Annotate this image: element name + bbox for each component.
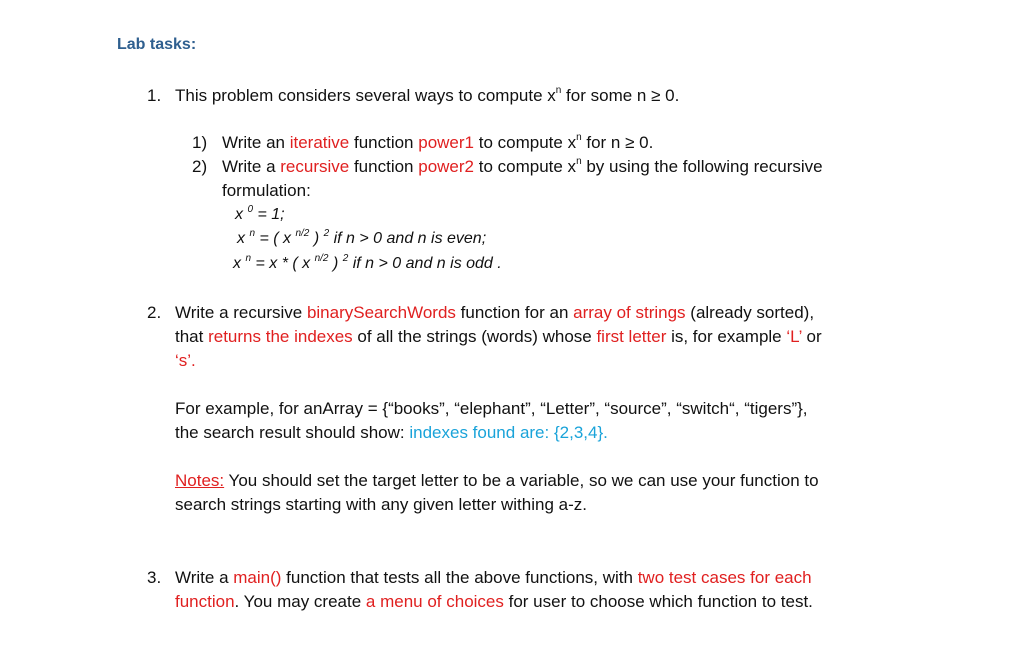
item-3-number: 3.: [147, 568, 162, 587]
subitem-2-continuation: formulation:: [222, 181, 311, 200]
example-array: For example, for anArray = {“books”, “elephant”, “Letter”, “source”, “switch“, “tigers”},: [175, 399, 808, 418]
subitem-1-text: Write an iterative function power1 to compute $x^n$ for n ≥ 0.: [222, 132, 654, 152]
item-3-line-2: function. You may create a menu of choices for user to choose which function to test.: [175, 592, 813, 611]
item-1-intro: This problem considers several ways to compute $x^n$ for some n ≥ 0.: [175, 85, 680, 105]
item-2-number: 2.: [147, 303, 162, 322]
formula-base-case: x $^0$ = 1;: [235, 203, 285, 223]
subitem-1-number: 1): [192, 133, 208, 152]
page-heading: Lab tasks:: [117, 36, 197, 53]
formula-even-case: x $^n$ = ( x $^{n/2}$ ) $^2$ if n > 0 and n is even;: [237, 227, 487, 247]
formula-odd-case: x $^n$ = x * ( x $^{n/2}$ ) $^2$ if n > 0 and n is odd .: [233, 252, 502, 272]
example-result: the search result should show: indexes found are: {2,3,4}.: [175, 423, 608, 442]
item-2-line-3: ‘s’.: [175, 351, 196, 370]
item-3-line-1: Write a main() function that tests all the above functions, with two test cases for each: [175, 568, 812, 587]
item-2-line-1: Write a recursive binarySearchWords function for an array of strings (already sorted),: [175, 303, 815, 322]
notes-label: Notes:: [175, 471, 225, 490]
notes-line-2: search strings starting with any given letter withing a-z.: [175, 495, 587, 514]
subitem-2-number: 2): [192, 157, 208, 176]
item-1-number: 1.: [147, 86, 162, 105]
notes-line-1: Notes: You should set the target letter to be a variable, so we can use your function to: [175, 471, 819, 490]
subitem-2-text: Write a recursive function power2 to compute $x^n$ by using the following recursive: [222, 156, 823, 176]
item-2-line-2: that returns the indexes of all the strings (words) whose first letter is, for example ‘L’ or: [175, 327, 822, 346]
